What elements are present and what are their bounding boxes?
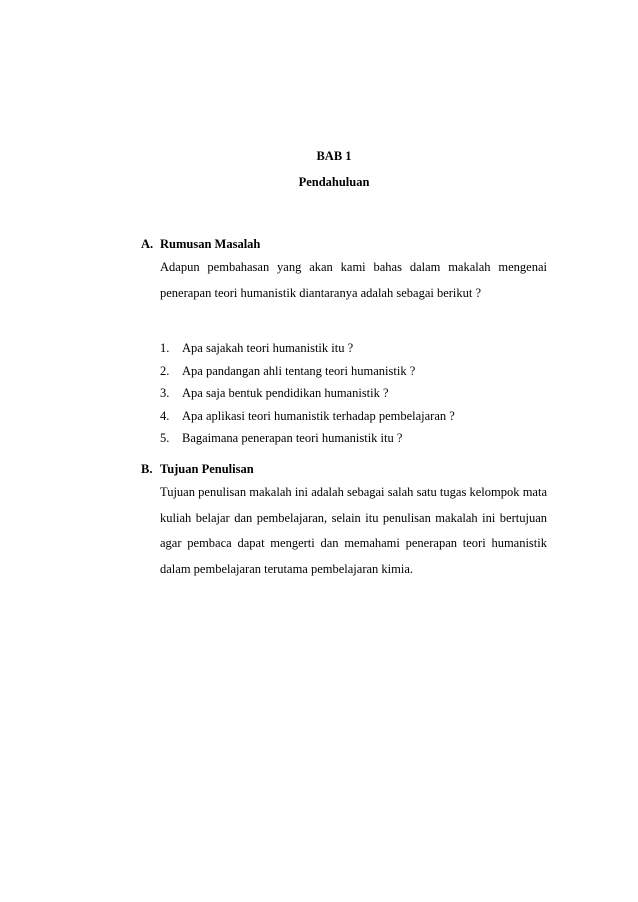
list-item (160, 382, 455, 405)
section-b-title: Tujuan Penulisan (160, 462, 254, 476)
section-a-title: Rumusan Masalah (160, 237, 261, 251)
list-item (160, 337, 455, 360)
list-item-number: 1. (160, 341, 170, 355)
list-item (160, 360, 455, 383)
list-item-number: 5. (160, 431, 170, 445)
section-b-paragraph: Tujuan penulisan makalah ini adalah sebagai salah satu tugas kelompok mata kuliah belajar dan pembelajaran, selain itu penulisan makalah ini bertujuan agar pembaca dapat mengerti dan memahami penerapan teori humanistik dalam pembelajaran terutama pembelajaran kimia. (160, 485, 547, 576)
section-a-letter: A. (141, 237, 154, 251)
list-item-text: Apa pandangan ahli tentang teori humanistik ? (182, 363, 416, 378)
list-item-number: 3. (160, 386, 170, 400)
question-list (160, 337, 455, 450)
section-a-paragraph: Adapun pembahasan yang akan kami bahas dalam makalah mengenai penerapan teori humanistik diantaranya adalah sebagai berikut ? (160, 260, 547, 300)
list-item-text: Apa saja bentuk pendidikan humanistik ? (182, 386, 389, 400)
section-b-letter: B. (141, 462, 153, 476)
list-item-text: Bagaimana penerapan teori humanistik itu ? (182, 431, 403, 445)
chapter-number: BAB 1 (316, 149, 352, 163)
list-item (160, 427, 455, 450)
list-item-number: 2. (160, 363, 170, 378)
section-b-heading (141, 461, 254, 477)
section-a-heading (141, 236, 260, 252)
list-item (160, 405, 455, 428)
chapter-title: Pendahuluan (298, 175, 370, 189)
list-item-text: Apa aplikasi teori humanistik terhadap pembelajaran ? (182, 408, 455, 423)
list-item-number: 4. (160, 408, 170, 423)
list-item-text: Apa sajakah teori humanistik itu ? (182, 341, 354, 355)
